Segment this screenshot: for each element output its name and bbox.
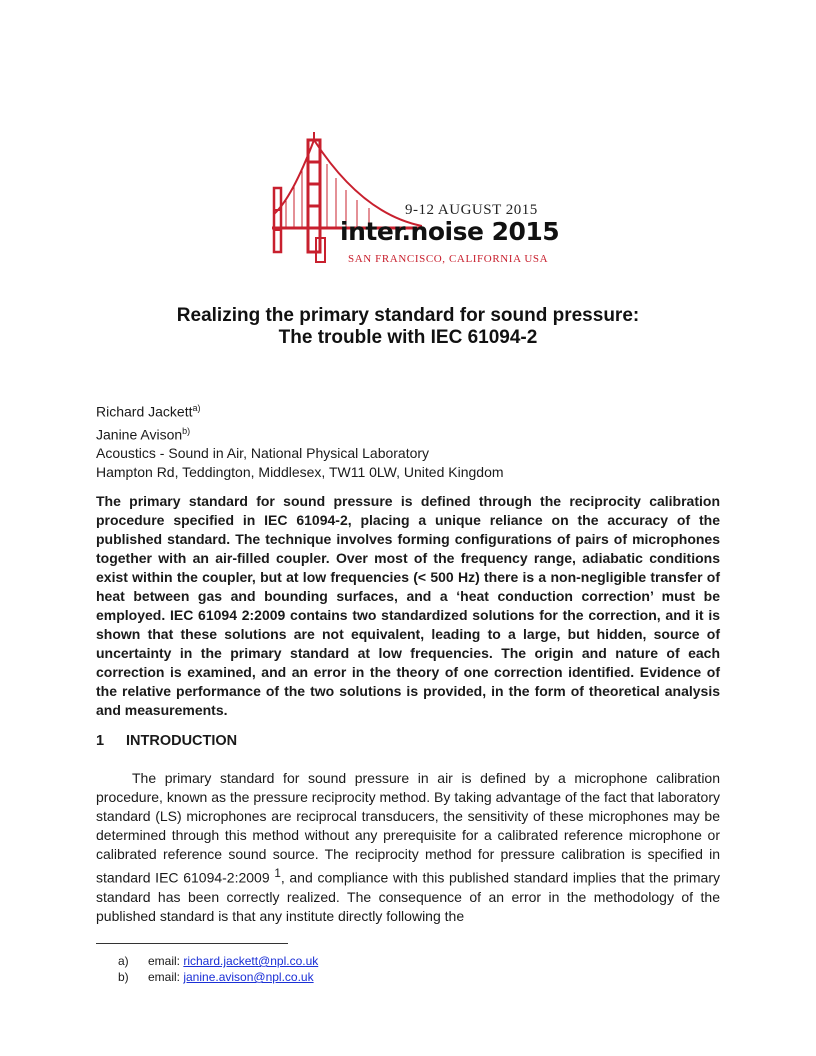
- logo-location: SAN FRANCISCO, CALIFORNIA USA: [348, 253, 549, 265]
- abstract: The primary standard for sound pressure is defined through the reciprocity calibration procedure specified in IEC 61094-2, placing a unique reliance on the accuracy of the published standard. The technique involves forming configurations of pairs of microphones together with an air-filled coupler. Over most of the frequency range, adiabatic conditions exist within the coupler, but at low frequencies (< 500 Hz) there is a non-negligible transfer of heat between gas and bounding surfaces, and a ‘heat conduction correction’ must be employed. IEC 61094 2:2009 contains two standardized solutions for the correction, and it is shown that these solutions are not equivalent, leading to a large, but hidden, source of uncertainty in the primary standard at low frequencies. The origin and nature of each correction is examined, and an error in the theory of one correction identified. Evidence of the relative performance of the two solutions is provided, in the form of theoretical analysis and measurements.: [96, 493, 720, 718]
- section-number: 1: [96, 733, 105, 749]
- author-1: [96, 399, 736, 422]
- paper-title: [0, 305, 816, 349]
- section-heading: [96, 733, 237, 749]
- author-name: Janine Avison: [96, 426, 183, 443]
- section-title: INTRODUCTION: [126, 733, 238, 749]
- footnotes: [118, 953, 318, 985]
- golden-gate-bridge-icon: [272, 128, 422, 268]
- logo-date: 9-12 AUGUST 2015: [405, 202, 538, 218]
- title-line-2: The trouble with IEC 61094-2: [278, 327, 538, 348]
- intro-paragraph: [96, 769, 720, 926]
- author-mark: a): [192, 403, 201, 413]
- author-block: [96, 399, 736, 482]
- affiliation-line-2: Hampton Rd, Teddington, Middlesex, TW11 0LW, United Kingdom: [96, 464, 504, 481]
- footnote-label: a): [118, 954, 129, 968]
- intro-text-2: , and compliance with this published standard implies that the primary standard has been correctly realized. The consequence of an error in the methodology of the published standard is that any institute directly following the: [96, 869, 720, 924]
- footnote-b: [118, 969, 318, 985]
- footnote-prefix: email:: [148, 970, 184, 984]
- intro-text-1: The primary standard for sound pressure in air is defined by a microphone calibration procedure, known as the pressure reciprocity method. By taking advantage of the fact that laboratory standard (LS) microphones are reciprocal transducers, the sensitivity of these microphones may be determined through this method without any prerequisite for a calibrated reference microphone or calibrated reference sound source. The reciprocity method for pressure calibration is specified in standard IEC 61094-2:2009: [96, 770, 720, 886]
- footnote-label: b): [118, 970, 129, 984]
- author-2: [96, 422, 736, 445]
- author-name: Richard Jackett: [96, 403, 193, 420]
- footnote-a: [118, 953, 318, 969]
- email-link-janine[interactable]: janine.avison@npl.co.uk: [183, 970, 314, 984]
- author-mark: b): [182, 425, 191, 436]
- affiliation-line-1: Acoustics - Sound in Air, National Physical Laboratory: [96, 445, 430, 462]
- reference-mark: 1: [274, 867, 281, 880]
- title-line-1: Realizing the primary standard for sound pressure:: [176, 305, 640, 326]
- footnote-divider: [96, 943, 288, 944]
- conference-logo: [272, 128, 560, 268]
- logo-conference-name: inter.noise 2015: [340, 217, 560, 246]
- footnote-prefix: email:: [148, 954, 184, 968]
- email-link-richard[interactable]: richard.jackett@npl.co.uk: [183, 954, 319, 968]
